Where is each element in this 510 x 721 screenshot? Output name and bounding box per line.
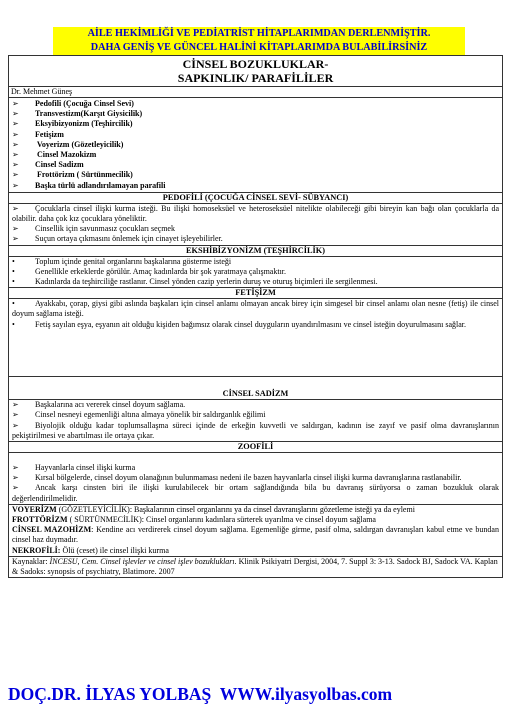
list-item: ➢ Voyerizm (Gözetleyicilik): [12, 139, 124, 149]
document-table: [8, 55, 503, 578]
section-sadizm: [9, 400, 502, 442]
banner: [53, 27, 465, 55]
arrow-icon: ➢: [12, 170, 19, 180]
arrow-icon: ➢: [12, 224, 19, 234]
paragraph: ➢ Çocuklarla cinsel ilişki kurma isteği. Bu ilişki homoseksüel ve heteroseksüel nitelikte olabileceği gibi bireyin kan bağı olan çocuklarla da olabilir. daha çok kız çocuklara yöneliktir.: [12, 203, 499, 224]
page-title: [9, 56, 502, 87]
definition-voyerizm: VOYERİZM (GÖZETLEYİCİLİK): Başkalarının cinsel organlarını ya da cinsel davranışlarını gözetleme isteği ya da eylemi: [12, 504, 415, 514]
paragraph: ➢ Cinsel nesneyi egemenliği altına almaya yönelik bir saldırganlık eğilimi: [12, 410, 266, 420]
list-item: ➢ Pedofili (Çocuğa Cinsel Sevi): [12, 99, 134, 108]
arrow-icon: ➢: [12, 234, 19, 244]
list-item: ➢ Transvestizm(Karşıt Giysicilik): [12, 109, 143, 119]
list-item: ➢ Cinsel Mazokizm: [12, 150, 97, 160]
paragraph: ➢ Biyolojik olduğu kadar toplumsallaşma süreci içinde de erkeğin kuvvetli ve saldırgan, kadının ise zayıf ve pasif olma davranışlarının pekiştirilmesi ve abartılması ile ortaya çıkar.: [12, 420, 499, 440]
paragraph: • Genellikle erkeklerde görülür. Amaç kadınlarda bir şok yaratmaya çalışmaktır.: [12, 266, 287, 276]
list-item: ➢ Eksyibizyonizm (Teşhircilik): [12, 119, 133, 129]
author: Dr. Mehmet Güneş: [9, 87, 502, 98]
arrow-icon: ➢: [12, 150, 19, 160]
footer-signature: DOÇ.DR. İLYAS YOLBAŞ WWW.ilyasyolbas.com: [8, 684, 393, 704]
section-heading-eksibizyonizm: EKSHİBİZYONİZM (TEŞHİRCİLİK): [9, 246, 502, 257]
paragraph: ➢ Cinsellik için savunmasız çocukları seçmek: [12, 224, 175, 234]
arrow-icon: ➢: [12, 410, 19, 420]
bullet-icon: •: [12, 266, 15, 276]
banner-line-1: AİLE HEKİMLİĞİ VE PEDİATRİST HİTAPLARIMDAN DERLENMİŞTİR.: [87, 28, 431, 39]
bullet-icon: •: [12, 256, 15, 266]
arrow-icon: ➢: [12, 119, 19, 129]
section-pedofili: [9, 204, 502, 246]
section-heading-fetisizm: FETİŞİZM: [9, 288, 502, 299]
section-heading-pedofili: PEDOFİLİ (ÇOCUĞA CİNSEL SEVİ- SÜBYANCI): [9, 193, 502, 204]
definition-nekrofili: NEKROFİLİ: Ölü (ceset) ile cinsel ilişki kurma: [12, 545, 169, 555]
paragraph: ➢ Ancak karşı cinsten biri ile ilişki kurulabilecek bir ortam sağlandığında bila bu davranış sürüyorsa o zaman bozukluk olarak değerlendirilmelidir.: [12, 483, 499, 503]
disorder-list: [9, 98, 502, 193]
list-item: ➢ Fetişizm: [12, 129, 64, 139]
title-line-2: SAPKINLIK/ PARAFİLİLER: [177, 71, 334, 85]
bullet-icon: •: [12, 277, 15, 287]
arrow-icon: ➢: [12, 180, 19, 190]
paragraph: ➢ Başkalarına acı vererek cinsel doyum sağlama.: [12, 400, 186, 410]
list-item: ➢ Cinsel Sadizm: [12, 160, 84, 170]
paragraph: ➢ Kırsal bölgelerde, cinsel doyum olanağının bulunmaması nedeni ile bazen hayvanlarla cinsel ilişki kurma davranışlarına rastlanabilir.: [12, 473, 462, 483]
paragraph: • Ayakkabı, çorap, giysi gibi aslında başkaları için cinsel anlamı olmayan ancak birey için simgesel bir cinsel anlamı olan nesne (fetiş) ile cinsel doyum sağlama isteği.: [12, 299, 499, 319]
section-eksibizyonizm: [9, 257, 502, 289]
list-item: ➢ Frottörizm ( Sürtünmecilik): [12, 170, 133, 180]
banner-line-2: DAHA GENİŞ VE GÜNCEL HALİNİ KİTAPLARIMDA BULABİLİRSİNİZ: [90, 41, 428, 53]
paragraph: • Toplum içinde genital organlarını başkalarına gösterme isteği: [12, 256, 232, 266]
references: Kaynaklar: İNCESU, Cem. Cinsel işlevler ve cinsel işlev bozuklukları. Klinik Psikiyatri Dergisi, 2004, 7. Suppl 3: 3-13. Sadock BJ, Sadock VA. Kaplan & Sadoks: synopsis of psychiatry, Blatimore. 2007: [9, 557, 502, 578]
arrow-icon: ➢: [12, 139, 19, 149]
list-item: ➢ Başka türlü adlandırılamayan parafili: [12, 180, 166, 190]
arrow-icon: ➢: [12, 129, 19, 139]
definitions: [9, 505, 502, 557]
paragraph: • Fetiş sayılan eşya, eşyanın ait olduğu kişiden bağımsız olarak cinsel duyguların uyandırılmasını ve cinsel isteğin doyurulmasını sağlar.: [12, 319, 467, 329]
paragraph: ➢ Hayvanlarla cinsel ilişki kurma: [12, 463, 136, 473]
section-heading-zoofili: ZOOFİLİ: [9, 442, 502, 453]
section-heading-sadizm: CİNSEL SADİZM: [9, 377, 502, 400]
section-zoofili: [9, 453, 502, 505]
arrow-icon: ➢: [12, 109, 19, 119]
title-line-1: CİNSEL BOZUKLUKLAR-: [182, 57, 329, 71]
arrow-icon: ➢: [12, 463, 19, 473]
definition-frottorizm: FROTTÖRİZM ( SÜRTÜNMECİLİK): Cinsel organlarını kadınlara sürterek uyarılma ve cinsel doyum sağlama: [12, 515, 376, 525]
definition-mazohizm: CİNSEL MAZOHİZM: Kendine acı verdirerek cinsel doyum sağlama. Egemenliğe girme, pasif olma, saldırgan davranışları kabul etme ve bundan cinsel haz duymadır.: [12, 525, 499, 545]
arrow-icon: ➢: [12, 400, 19, 410]
arrow-icon: ➢: [12, 99, 19, 108]
section-fetisizm: [9, 299, 502, 377]
arrow-icon: ➢: [12, 160, 19, 170]
paragraph: • Kadınlarda da teşhirciliğe rastlanır. Cinsel yönden cazip yerlerin duruş ve oturuş biçimleri ile sergilenmesi.: [12, 277, 378, 287]
paragraph: ➢ Suçun ortaya çıkmasını önlemek için cinayet işleyebilirler.: [12, 234, 223, 244]
